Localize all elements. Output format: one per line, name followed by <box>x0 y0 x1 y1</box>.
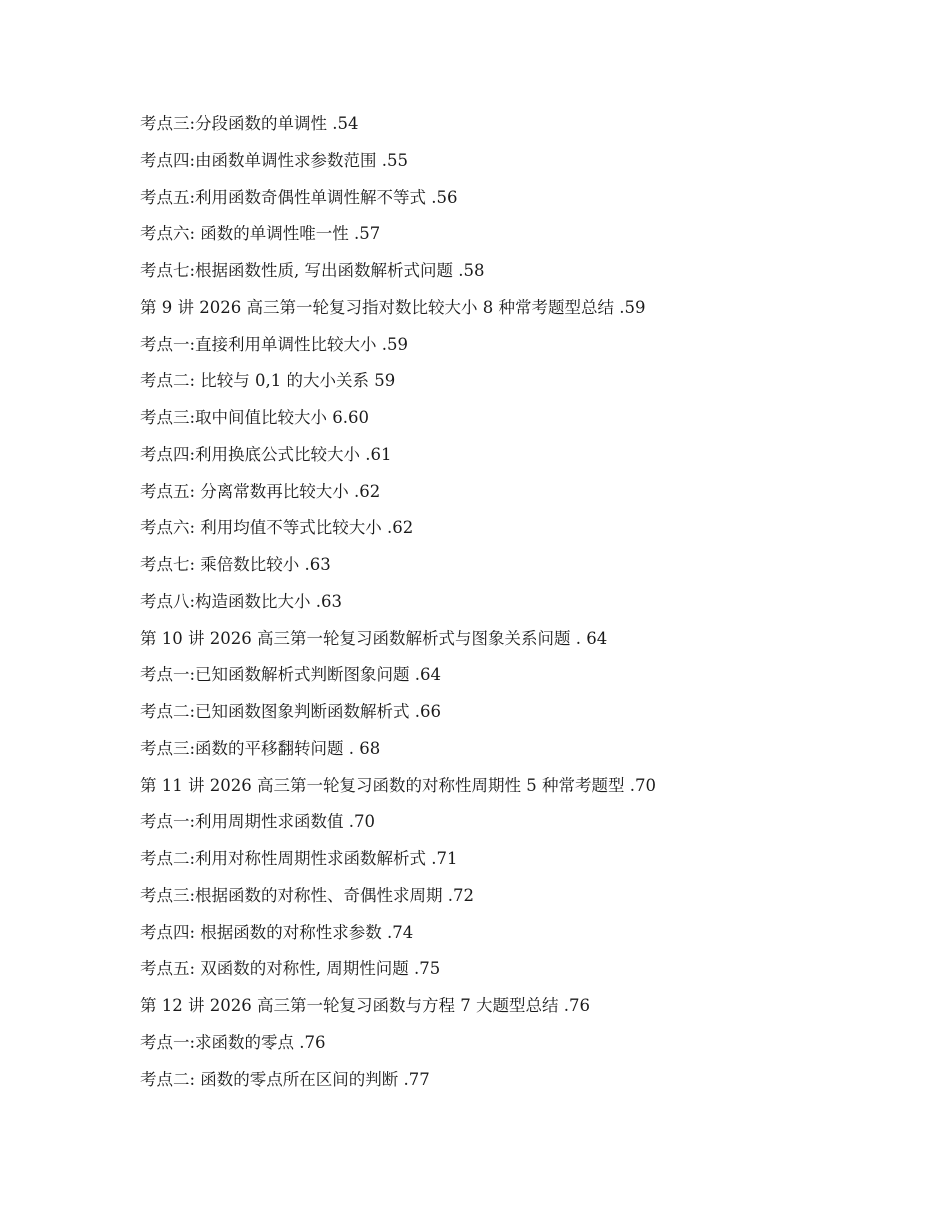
toc-entry: 考点三:根据函数的对称性、奇偶性求周期 .72 <box>140 885 475 905</box>
toc-entry: 考点五: 双函数的对称性, 周期性问题 .75 <box>140 959 441 979</box>
table-of-contents <box>140 106 860 1098</box>
toc-entry: 考点三:函数的平移翻转问题 . 68 <box>140 738 381 758</box>
toc-entry: 考点一:利用周期性求函数值 .70 <box>140 812 376 832</box>
toc-entry: 考点二: 比较与 0,1 的大小关系 59 <box>140 371 396 391</box>
toc-entry: 考点五: 分离常数再比较大小 .62 <box>140 481 381 501</box>
toc-entry: 考点二: 函数的零点所在区间的判断 .77 <box>140 1069 430 1089</box>
toc-entry: 考点六: 函数的单调性唯一性 .57 <box>140 224 381 244</box>
toc-entry: 考点七: 乘倍数比较小 .63 <box>140 555 331 574</box>
toc-entry: 考点二:已知函数图象判断函数解析式 .66 <box>140 702 442 721</box>
toc-lecture-heading: 第 12 讲 2026 高三第一轮复习函数与方程 7 大题型总结 .76 <box>140 996 590 1015</box>
toc-entry: 考点六: 利用均值不等式比较大小 .62 <box>140 518 414 538</box>
toc-entry: 考点四: 根据函数的对称性求参数 .74 <box>140 922 414 942</box>
toc-entry: 考点三:分段函数的单调性 .54 <box>140 114 359 133</box>
toc-lecture-heading: 第 11 讲 2026 高三第一轮复习函数的对称性周期性 5 种常考题型 .70 <box>140 775 656 795</box>
toc-entry: 考点三:取中间值比较大小 6.60 <box>140 408 370 427</box>
toc-entry: 考点五:利用函数奇偶性单调性解不等式 .56 <box>140 187 458 207</box>
toc-lecture-heading: 第 9 讲 2026 高三第一轮复习指对数比较大小 8 种常考题型总结 .59 <box>140 297 646 317</box>
toc-entry: 考点一:求函数的零点 .76 <box>140 1032 326 1052</box>
toc-entry: 考点一:已知函数解析式判断图象问题 .64 <box>140 665 442 685</box>
toc-entry: 考点四:由函数单调性求参数范围 .55 <box>140 150 409 170</box>
toc-entry: 考点七:根据函数性质, 写出函数解析式问题 .58 <box>140 261 485 280</box>
toc-entry: 考点二:利用对称性周期性求函数解析式 .71 <box>140 849 458 868</box>
toc-entry: 考点一:直接利用单调性比较大小 .59 <box>140 334 409 354</box>
toc-entry: 考点八:构造函数比大小 .63 <box>140 591 343 611</box>
toc-lecture-heading: 第 10 讲 2026 高三第一轮复习函数解析式与图象关系问题 . 64 <box>140 628 608 648</box>
toc-entry: 考点四:利用换底公式比较大小 .61 <box>140 444 392 464</box>
